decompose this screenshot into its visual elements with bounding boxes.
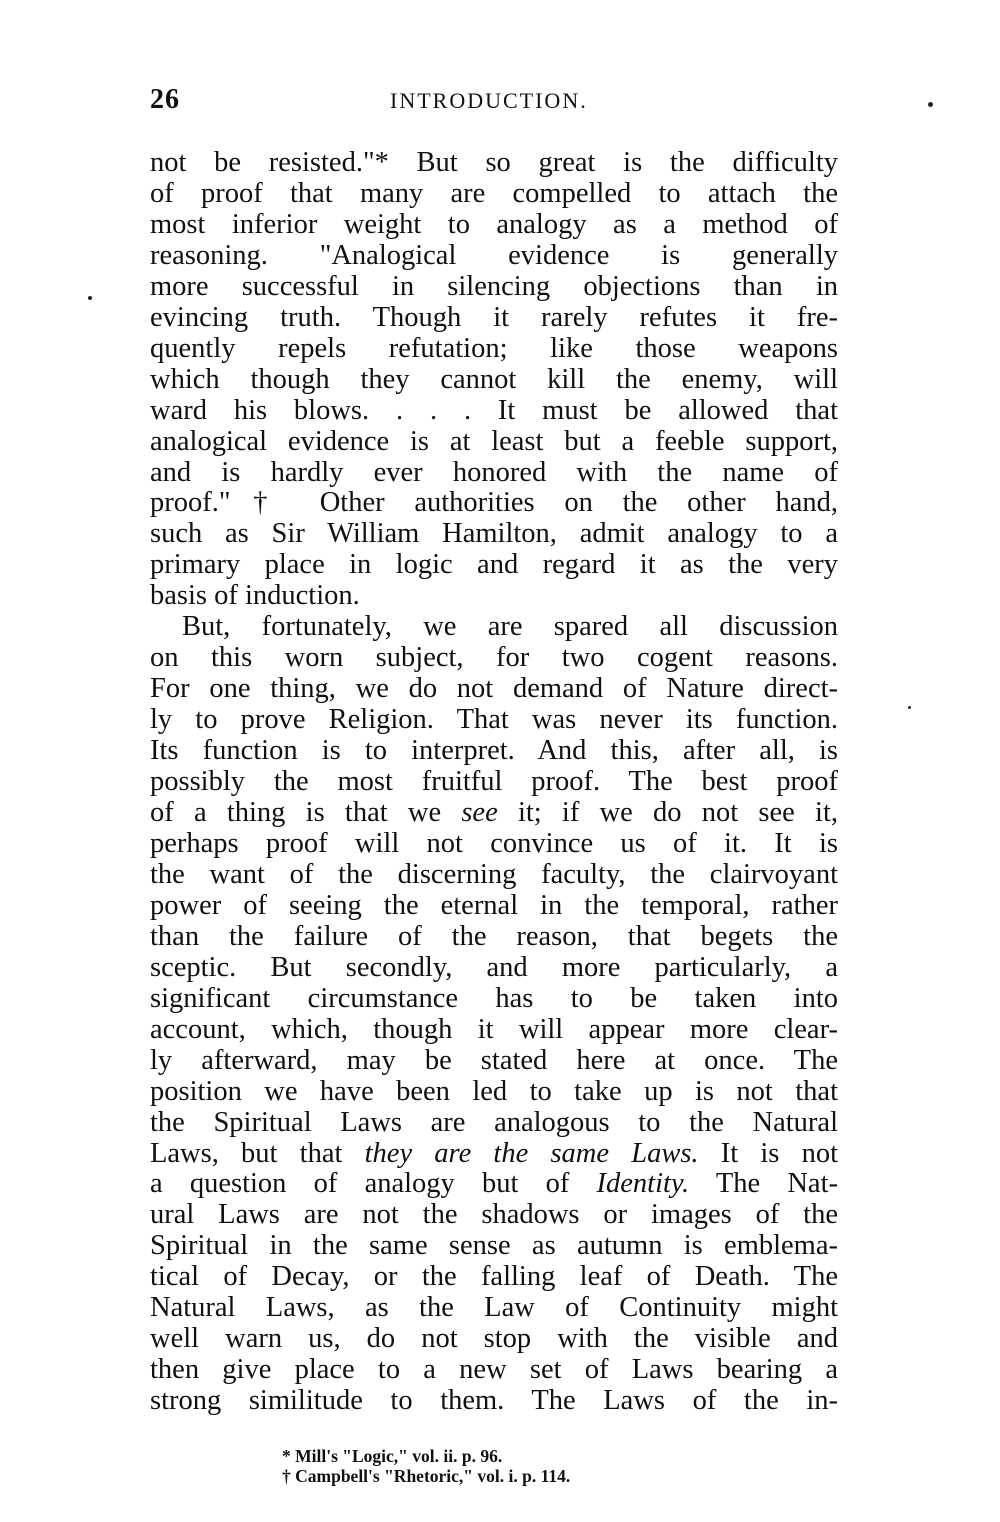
emphasis: see [461, 797, 498, 829]
footnotes [282, 1446, 722, 1486]
text-line: Spiritual in the same sense as autumn is emblema- [150, 1230, 838, 1262]
text-line: basis of induction. [150, 580, 360, 612]
text-line: primary place in logic and regard it as the very [150, 549, 838, 581]
text-line: account, which, though it will appear more clear- [150, 1013, 838, 1045]
text-line: position we have been led to take up is not that [150, 1075, 838, 1107]
text-segment: Laws, but that [150, 1137, 365, 1169]
text-line: analogical evidence is at least but a feeble support, [150, 425, 838, 457]
text-line: which though they cannot kill the enemy, will [150, 363, 838, 395]
text-segment: The Nat- [689, 1168, 838, 1200]
emphasis: Identity. [596, 1168, 690, 1200]
text-line: then give place to a new set of Laws bearing a [150, 1354, 838, 1386]
text-line: and is hardly ever honored with the name of [150, 456, 838, 488]
text-line: on this worn subject, for two cogent reasons. [150, 642, 838, 674]
text-line: than the failure of the reason, that begets the [150, 920, 838, 952]
text-line: the Spiritual Laws are analogous to the Natural [150, 1106, 838, 1138]
page-title: INTRODUCTION. [390, 88, 588, 113]
text-line: significant circumstance has to be taken into [150, 982, 838, 1014]
text-segment: a question of analogy but of [150, 1168, 597, 1200]
body-text [150, 148, 838, 1417]
text-line: ural Laws are not the shadows or images of the [150, 1199, 838, 1231]
text-line: perhaps proof will not convince us of it. It is [150, 827, 838, 859]
text-line: most inferior weight to analogy as a method of [150, 208, 838, 240]
text-line: of proof that many are compelled to attach the [150, 177, 838, 209]
text-line: ly to prove Religion. That was never its function. [150, 704, 838, 736]
text-line: ly afterward, may be stated here at once. The [150, 1044, 838, 1076]
text-line-mixed [150, 1139, 838, 1170]
text-line: Its function is to interpret. And this, after all, is [150, 735, 838, 767]
text-line: well warn us, do not stop with the visible and [150, 1323, 838, 1355]
text-line: ward his blows. . . . It must be allowed that [150, 394, 838, 426]
text-line: such as Sir William Hamilton, admit analogy to a [150, 518, 838, 550]
text-line: tical of Decay, or the falling leaf of Death. The [150, 1261, 838, 1293]
text-line: not be resisted."* But so great is the difficulty [150, 147, 838, 178]
stray-mark [88, 296, 92, 300]
footnote: * Mill's "Logic," vol. ii. p. 96. [282, 1446, 503, 1466]
footnote: † Campbell's "Rhetoric," vol. i. p. 114. [282, 1466, 571, 1486]
text-segment: of a thing is that we [150, 797, 462, 829]
text-line: reasoning. "Analogical evidence is generally [150, 239, 838, 271]
text-line: proof."† Other authorities on the other hand, [150, 487, 838, 519]
text-segment: it; if we do not see it, [497, 797, 838, 829]
text-line: power of seeing the eternal in the temporal, rather [150, 889, 838, 921]
text-line: evincing truth. Though it rarely refutes it fre- [150, 301, 838, 333]
text-line: Natural Laws, as the Law of Continuity might [150, 1292, 838, 1324]
running-head [150, 84, 840, 120]
text-line: the want of the discerning faculty, the clairvoyant [150, 858, 838, 890]
text-line: quently repels refutation; like those weapons [150, 332, 838, 364]
stray-mark [928, 102, 933, 107]
text-line: more successful in silencing objections than in [150, 270, 838, 302]
text-line: For one thing, we do not demand of Nature direct- [150, 673, 838, 705]
stray-mark [908, 706, 911, 709]
page-number: 26 [150, 84, 180, 115]
text-line: But, fortunately, we are spared all discussion [182, 611, 838, 643]
text-line-mixed [150, 1169, 838, 1200]
text-line: strong similitude to them. The Laws of the in- [150, 1385, 838, 1417]
text-segment: It is not [698, 1137, 839, 1169]
text-line: sceptic. But secondly, and more particularly, a [150, 951, 838, 983]
text-line: possibly the most fruitful proof. The best proof [150, 766, 838, 798]
emphasis: they are the same Laws. [364, 1137, 699, 1169]
text-line-mixed [150, 798, 838, 829]
